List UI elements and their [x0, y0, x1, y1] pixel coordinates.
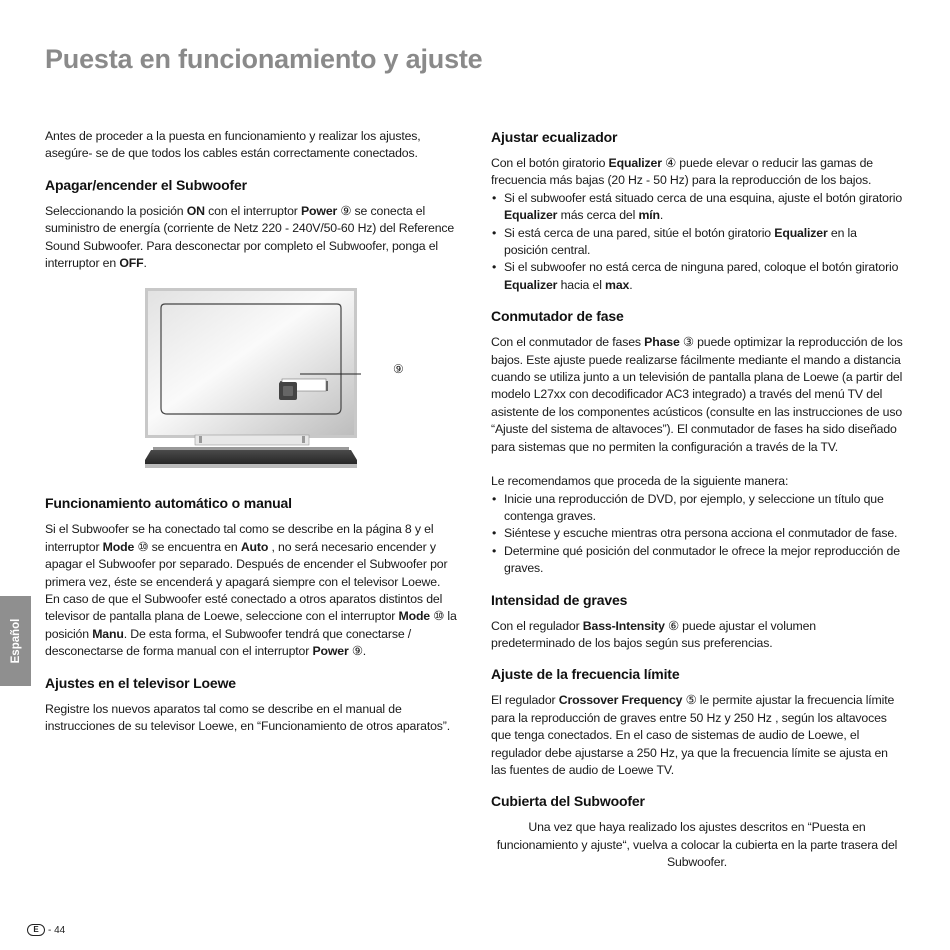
equalizer-list: [491, 190, 903, 294]
list-item: • Determine qué posición del conmutador le ofrece la mejor reproducción de graves.: [504, 543, 903, 578]
heading-tv-settings: Ajustes en el televisor Loewe: [45, 674, 236, 691]
language-side-tab: [0, 596, 31, 686]
list-item: • Siéntese y escuche mientras otra persona acciona el conmutador de fase.: [504, 525, 903, 542]
heading-power-switch: Apagar/encender el Subwoofer: [45, 176, 247, 193]
auto-manual-paragraph-2: En caso de que el Subwoofer esté conectado a otros aparatos distintos del televisor de pantalla plana de Loewe, seleccione con el interruptor Mode ⑩ la posición Manu. De esta forma, el Subwoofer tendrá que conectarse / desconectarse de forma manual con el interruptor Power ⑨.: [45, 592, 457, 659]
list-item: • Si el subwoofer está situado cerca de una esquina, ajuste el botón giratorio Equalizer más cerca del mín.: [504, 190, 903, 225]
list-item: • Si está cerca de una pared, sitúe el botón giratorio Equalizer en la posición central.: [504, 225, 903, 260]
right-column: [491, 128, 903, 872]
power-switch-paragraph: Seleccionando la posición ON con el interruptor Power ⑨ se conecta el suministro de energía (corriente de Netz 220 - 240V/50-60 Hz) del Reference Sound Subwoofer. Para desconectar por completo el Subwoofer, ponga el interruptor en OFF.: [45, 203, 455, 271]
bass-intensity-paragraph: Con el regulador Bass-Intensity ⑥ puede ajustar el volumen predeterminado de los bajos según sus preferencias.: [491, 618, 816, 650]
heading-bass-intensity: Intensidad de graves: [491, 591, 628, 608]
keyword-auto: Auto: [240, 539, 269, 554]
heading-phase-switch: Conmutador de fase: [491, 308, 624, 325]
phase-steps-list: [491, 491, 903, 578]
phase-recommendation: Le recomendamos que proceda de la siguiente manera:: [491, 474, 789, 489]
left-column: [45, 128, 460, 736]
language-tab-label: Español: [9, 618, 22, 664]
equalizer-paragraph: Con el botón giratorio Equalizer ④ puede elevar o reducir las gamas de frecuencia más bajas (20 Hz - 50 Hz) para la reproducción de los bajos.: [491, 156, 873, 188]
subwoofer-rear-panel-drawing: [145, 288, 361, 473]
keyword-off: OFF: [119, 256, 144, 271]
subwoofer-illustration: [145, 288, 404, 473]
list-item: • Inicie una reproducción de DVD, por ejemplo, y seleccione un título que contenga graves.: [504, 491, 903, 526]
language-badge: E: [27, 924, 45, 936]
keyword-on: ON: [186, 203, 205, 218]
heading-cover: Cubierta del Subwoofer: [491, 793, 645, 810]
page-number: - 44: [48, 924, 66, 936]
heading-crossover: Ajuste de la frecuencia límite: [491, 666, 680, 683]
keyword-bass-intensity: Bass-Intensity: [582, 618, 665, 633]
tv-settings-paragraph: Registre los nuevos aparatos tal como se describe en el manual de instrucciones de su televisor Loewe, en “Funcionamiento de otros aparatos”.: [45, 701, 451, 734]
keyword-mode: Mode: [102, 539, 135, 554]
keyword-power: Power: [300, 203, 338, 218]
heading-auto-manual: Funcionamiento automático o manual: [45, 495, 292, 512]
page-title: Puesta en funcionamiento y ajuste: [45, 44, 483, 74]
keyword-mode-2: Mode: [398, 609, 430, 624]
list-item: • Si el subwoofer no está cerca de ninguna pared, coloque el botón giratorio Equalizer hacia el max.: [504, 259, 903, 294]
heading-equalizer: Ajustar ecualizador: [491, 129, 618, 145]
keyword-crossover: Crossover Frequency: [558, 693, 683, 708]
page-footer: [27, 924, 65, 936]
intro-paragraph: Antes de proceder a la puesta en funcionamiento y realizar los ajustes, asegúre- se de que todos los cables están correctamente conectados.: [45, 129, 421, 161]
keyword-manu: Manu: [92, 626, 124, 641]
cover-paragraph: Una vez que haya realizado los ajustes descritos en “Puesta en funcionamiento y ajuste“, vuelva a colocar la cubierta en la parte trasera del Subwoofer.: [496, 820, 898, 870]
keyword-phase: Phase: [644, 335, 680, 350]
keyword-power-2: Power: [312, 644, 349, 659]
auto-manual-paragraph-1: Si el Subwoofer se ha conectado tal como se describe en la página 8 y el interruptor Mode ⑩ se encuentra en Auto , no será necesario encender y apagar el Subwoofer por separado. Después de encender el Subwoofer por primera vez, éste se encenderá y apagará siempre con el televisor Loewe.: [45, 522, 448, 589]
phase-paragraph: Con el conmutador de fases Phase ③ puede optimizar la reproducción de los bajos. Este ajuste puede realizarse fácilmente mediante el mando a distancia cuando se utiliza junto a un televisión de pantalla plana de Loewe (a partir del modelo L27xx con decodificador AC3 integrado) a través del menú TV del asistente de los componentes acústicos (consulte en las instrucciones de uso “Ajuste del sistema de altavoces”). El conmutador de fases ha sido diseñado para sistemas que no permiten la configuración a través de la TV.: [491, 335, 903, 454]
crossover-paragraph: El regulador Crossover Frequency ⑤ le permite ajustar la frecuencia límite para la reproducción de graves entre 50 Hz y 250 Hz , según los altavoces que tenga conectados. En el caso de sistemas de audio de Loewe, el regulador debe ajustarse a 250 Hz, ya que la frecuencia límite se ajusta en las fuentes de audio de Loewe TV.: [491, 693, 895, 777]
callout-number-power: ⑨: [393, 362, 404, 377]
keyword-equalizer: Equalizer: [608, 156, 662, 170]
